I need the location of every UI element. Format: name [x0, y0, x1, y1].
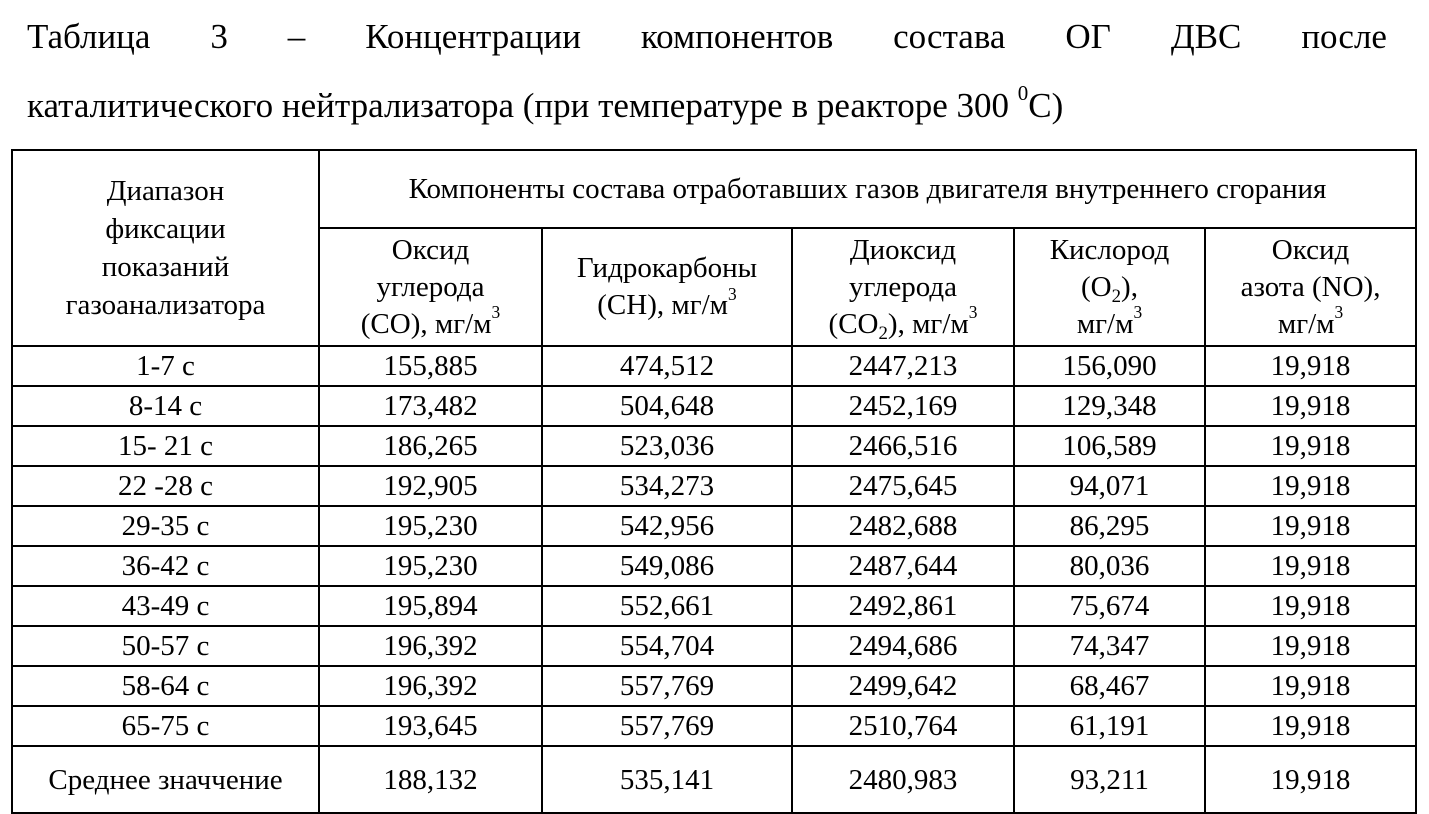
time-range-cell: 29-35 с: [12, 506, 319, 546]
table-row: [12, 386, 1416, 426]
caption-word: ОГ: [1065, 17, 1111, 56]
value-cell: 68,467: [1014, 666, 1205, 706]
header-ch: Гидрокарбоны (CH), $мг/м^3$: [542, 228, 792, 346]
degree-superscript: 0: [1017, 81, 1029, 106]
value-cell: 193,645: [319, 706, 542, 746]
value-cell: 2482,688: [792, 506, 1014, 546]
caption-word: компонентов: [640, 17, 834, 56]
value-cell: 534,273: [542, 466, 792, 506]
value-cell: 129,348: [1014, 386, 1205, 426]
header-no: Оксид азота (NO), $мг/м^3$: [1205, 228, 1416, 346]
value-cell: 549,086: [542, 546, 792, 586]
mean-value-cell: 188,132: [319, 746, 542, 813]
value-cell: 155,885: [319, 346, 542, 386]
value-cell: 19,918: [1205, 386, 1416, 426]
table-row: [12, 546, 1416, 586]
value-cell: 19,918: [1205, 546, 1416, 586]
time-range-cell: 43-49 с: [12, 586, 319, 626]
value-cell: 195,230: [319, 506, 542, 546]
table-row: [12, 506, 1416, 546]
time-range-cell: 22 -28 с: [12, 466, 319, 506]
table-row: [12, 586, 1416, 626]
value-cell: 173,482: [319, 386, 542, 426]
caption-word: –: [287, 17, 306, 56]
time-range-cell: 36-42 с: [12, 546, 319, 586]
value-cell: 156,090: [1014, 346, 1205, 386]
value-cell: 2492,861: [792, 586, 1014, 626]
value-cell: 19,918: [1205, 346, 1416, 386]
value-cell: 557,769: [542, 666, 792, 706]
mean-row: [12, 746, 1416, 813]
value-cell: 19,918: [1205, 586, 1416, 626]
header-components-group: Компоненты состава отработавших газов двигателя внутреннего сгорания: [319, 150, 1416, 228]
table-caption-line-2: [27, 81, 1387, 125]
value-cell: 74,347: [1014, 626, 1205, 666]
value-cell: 2447,213: [792, 346, 1014, 386]
value-cell: 2452,169: [792, 386, 1014, 426]
header-o2: Кислород $(O_2)$, $мг/м^3$: [1014, 228, 1205, 346]
value-cell: 19,918: [1205, 466, 1416, 506]
concentration-table: [11, 149, 1417, 814]
value-cell: 523,036: [542, 426, 792, 466]
mean-value-cell: 19,918: [1205, 746, 1416, 813]
value-cell: 196,392: [319, 626, 542, 666]
value-cell: 19,918: [1205, 706, 1416, 746]
caption-word: после: [1301, 17, 1387, 56]
value-cell: 94,071: [1014, 466, 1205, 506]
value-cell: 186,265: [319, 426, 542, 466]
table-row: [12, 626, 1416, 666]
mean-value-cell: 2480,983: [792, 746, 1014, 813]
time-range-cell: 15- 21 с: [12, 426, 319, 466]
mean-label-cell: Среднее значчение: [12, 746, 319, 813]
value-cell: 2510,764: [792, 706, 1014, 746]
value-cell: 80,036: [1014, 546, 1205, 586]
value-cell: 504,648: [542, 386, 792, 426]
mean-value-cell: 535,141: [542, 746, 792, 813]
caption-word: Таблица: [27, 17, 151, 56]
caption-word: 3: [210, 17, 228, 56]
value-cell: 542,956: [542, 506, 792, 546]
value-cell: 19,918: [1205, 506, 1416, 546]
caption-word: Концентрации: [365, 17, 581, 56]
header-co: Оксид углерода (CO), $мг/м^3$: [319, 228, 542, 346]
table-row: [12, 426, 1416, 466]
caption-text: каталитического нейтрализатора (при температуре в реакторе 300: [27, 86, 1018, 125]
time-range-cell: 65-75 с: [12, 706, 319, 746]
value-cell: 552,661: [542, 586, 792, 626]
table-row: [12, 346, 1416, 386]
caption-word: состава: [893, 17, 1006, 56]
header-co2: Диоксид углерода $(CO_2)$, $мг/м^3$: [792, 228, 1014, 346]
value-cell: 192,905: [319, 466, 542, 506]
value-cell: 2494,686: [792, 626, 1014, 666]
table-row: [12, 706, 1416, 746]
table-row: [12, 466, 1416, 506]
table-caption-line-1: [27, 19, 1387, 54]
value-cell: 19,918: [1205, 626, 1416, 666]
value-cell: 61,191: [1014, 706, 1205, 746]
value-cell: 19,918: [1205, 666, 1416, 706]
value-cell: 75,674: [1014, 586, 1205, 626]
value-cell: 106,589: [1014, 426, 1205, 466]
value-cell: 2487,644: [792, 546, 1014, 586]
value-cell: 2466,516: [792, 426, 1014, 466]
time-range-cell: 8-14 с: [12, 386, 319, 426]
caption-word: ДВС: [1170, 17, 1242, 56]
value-cell: 474,512: [542, 346, 792, 386]
time-range-cell: 50-57 с: [12, 626, 319, 666]
value-cell: 196,392: [319, 666, 542, 706]
value-cell: 86,295: [1014, 506, 1205, 546]
value-cell: 557,769: [542, 706, 792, 746]
value-cell: 2475,645: [792, 466, 1014, 506]
value-cell: 195,894: [319, 586, 542, 626]
time-range-cell: 1-7 с: [12, 346, 319, 386]
table-body: [12, 346, 1416, 813]
value-cell: 2499,642: [792, 666, 1014, 706]
value-cell: 195,230: [319, 546, 542, 586]
time-range-cell: 58-64 с: [12, 666, 319, 706]
table-row: [12, 666, 1416, 706]
value-cell: 554,704: [542, 626, 792, 666]
header-range: Диапазон фиксации показаний газоанализатора: [12, 150, 319, 346]
value-cell: 19,918: [1205, 426, 1416, 466]
mean-value-cell: 93,211: [1014, 746, 1205, 813]
caption-unit: С): [1028, 86, 1064, 125]
